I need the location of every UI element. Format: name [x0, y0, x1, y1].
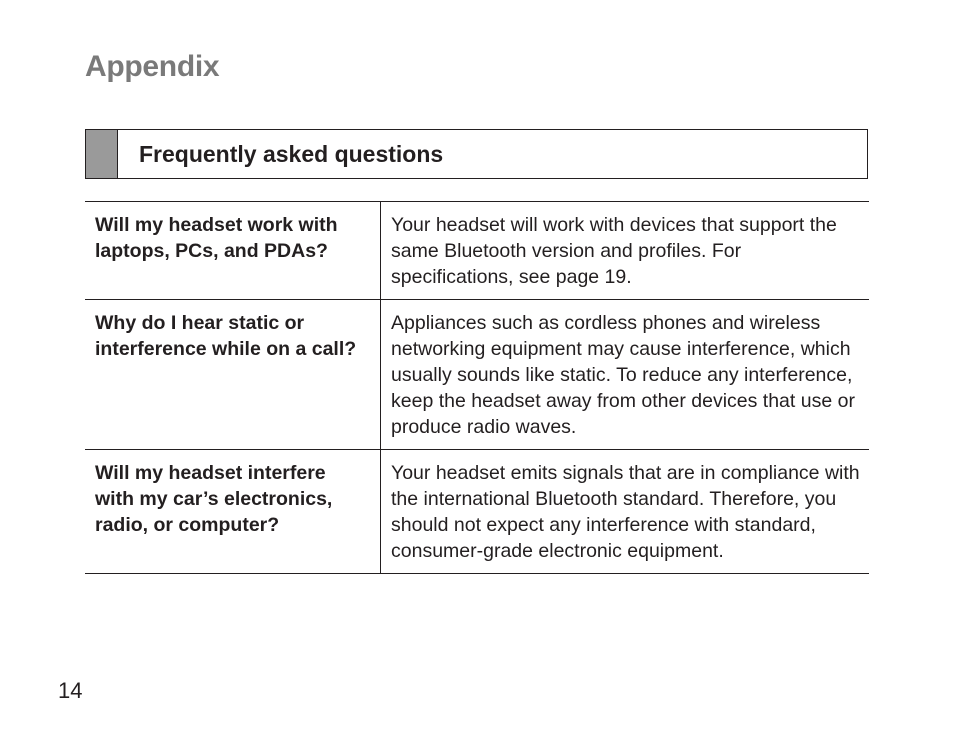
table-row: [85, 450, 869, 574]
page-number: 14: [58, 678, 83, 703]
faq-question: Why do I hear static or interference while on a call?: [85, 300, 381, 450]
faq-answer: Your headset will work with devices that support the same Bluetooth version and profiles. For specifications, see page 19.: [391, 214, 837, 288]
faq-question: Will my headset interfere with my car’s electronics, radio, or computer?: [85, 450, 381, 574]
section-header: [85, 129, 868, 179]
section-title: Frequently asked questions: [139, 140, 444, 167]
faq-table: [85, 201, 869, 574]
table-row: [85, 300, 869, 450]
faq-question: Will my headset work with laptops, PCs, and PDAs?: [85, 202, 381, 300]
faq-answer: Your headset emits signals that are in compliance with the international Bluetooth standard. Therefore, you should not expect any interference with standard, consumer-grade electronic equipment.: [381, 450, 870, 574]
table-row: [85, 202, 869, 300]
faq-answer: Appliances such as cordless phones and wireless networking equipment may cause interference, which usually sounds like static. To reduce any interference, keep the headset away from other devices that use or produce radio waves.: [381, 300, 870, 450]
section-tab-marker: [86, 130, 118, 178]
page-title: Appendix: [85, 50, 220, 83]
